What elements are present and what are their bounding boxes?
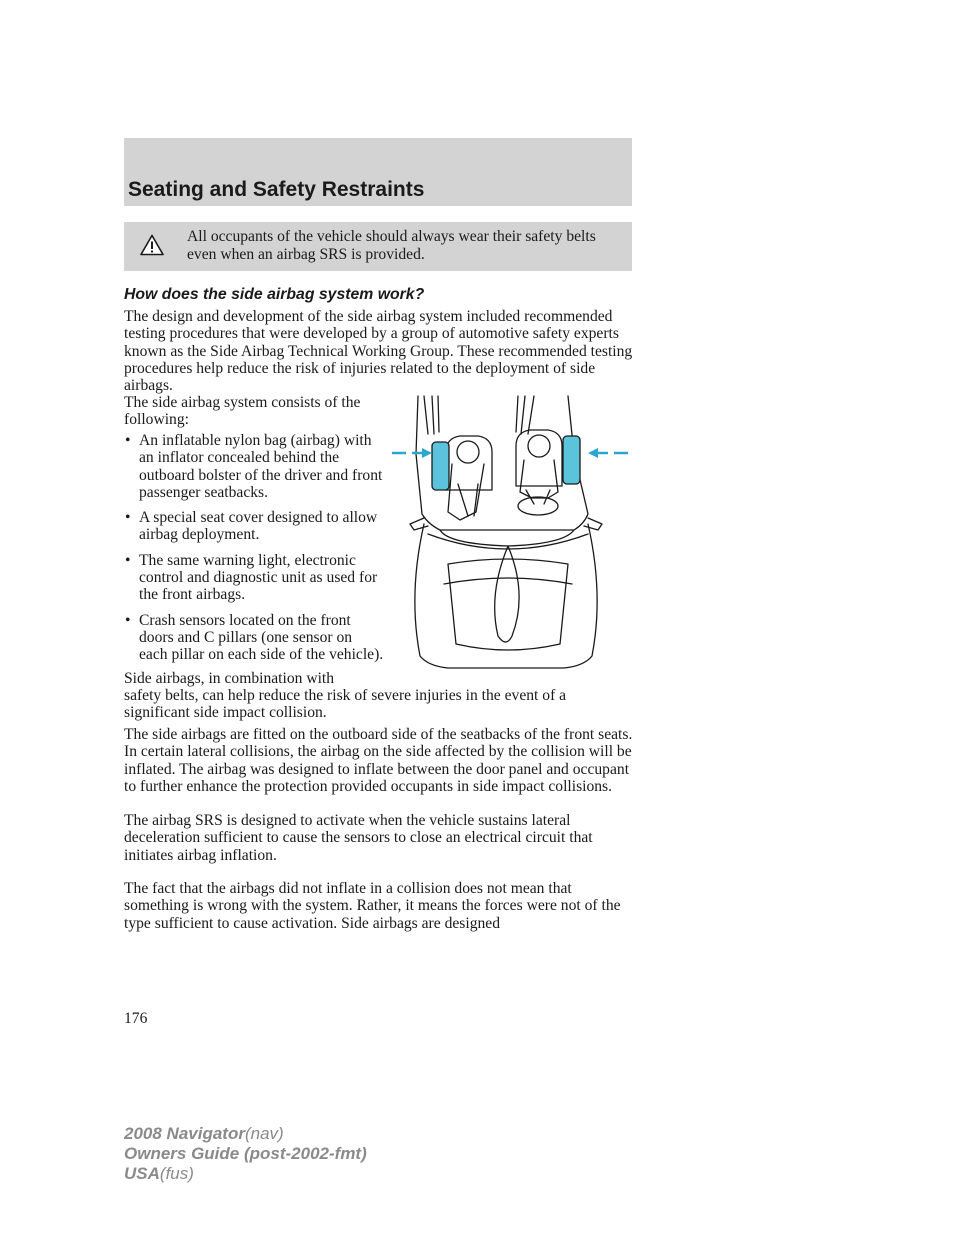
section-title: Seating and Safety Restraints: [128, 178, 425, 201]
component-list: [124, 432, 384, 672]
footer-model-code: (nav): [244, 1124, 284, 1143]
footer-model: 2008 Navigator: [124, 1124, 245, 1143]
footer-line-guide: [124, 1144, 367, 1164]
footer-guide: Owners Guide (post-2002-fmt): [124, 1144, 367, 1163]
paragraph-no-inflation: The fact that the airbags did not inflate in a collision does not mean that something is wrong with the system. Rather, it means the forces were not of the type sufficient to cause activation. Side airbags are designed: [124, 880, 621, 932]
paragraph-fitting: The side airbags are fitted on the outboard side of the seatbacks of the front seats. In certain lateral collisions, the airbag on the side affected by the collision will be inflated. The airbag was designed to inflate between the door panel and occupant to further enhance the protection provided occupants in side impact collisions.: [124, 726, 633, 795]
paragraph-combination-rest: safety belts, can help reduce the risk of severe injuries in the event of a significant side impact collision.: [124, 687, 567, 722]
footer-market: USA: [124, 1164, 160, 1183]
footer-line-model: [124, 1124, 367, 1144]
side-airbag-vehicle-top-view-icon: [388, 394, 632, 672]
list-item: • A special seat cover designed to allow airbag deployment.: [124, 509, 384, 544]
subheading: How does the side airbag system work?: [124, 286, 425, 303]
warning-text: All occupants of the vehicle should always wear their safety belts even when an airbag SRS is provided.: [187, 228, 596, 263]
warning-triangle-icon: [140, 234, 164, 256]
paragraph-activation: The airbag SRS is designed to activate when the vehicle sustains lateral deceleration sufficient to cause the sensors to close an electrical circuit that initiates airbag inflation.: [124, 812, 593, 864]
list-item: • The same warning light, electronic control and diagnostic unit as used for the front airbags.: [124, 552, 384, 604]
footer: [124, 1124, 367, 1184]
list-item: • An inflatable nylon bag (airbag) with an inflator concealed behind the outboard bolster of the driver and front passenger seatbacks.: [124, 432, 384, 501]
page-number: 176: [124, 1010, 148, 1027]
paragraph-combination-start: Side airbags, in combination with: [124, 670, 335, 687]
warning-box: [124, 222, 632, 271]
list-item: • Crash sensors located on the front doors and C pillars (one sensor on each pillar on each side of the vehicle).: [124, 612, 384, 664]
paragraph-consists-of: The side airbag system consists of the following:: [124, 394, 361, 429]
footer-line-market: [124, 1164, 367, 1184]
footer-market-code: (fus): [159, 1164, 194, 1183]
paragraph-intro: The design and development of the side airbag system included recommended testing procedures that were developed by a group of automotive safety experts known as the Side Airbag Technical Working Group. These recommended testing procedures help reduce the risk of injuries related to the deployment of side airbags.: [124, 308, 633, 395]
